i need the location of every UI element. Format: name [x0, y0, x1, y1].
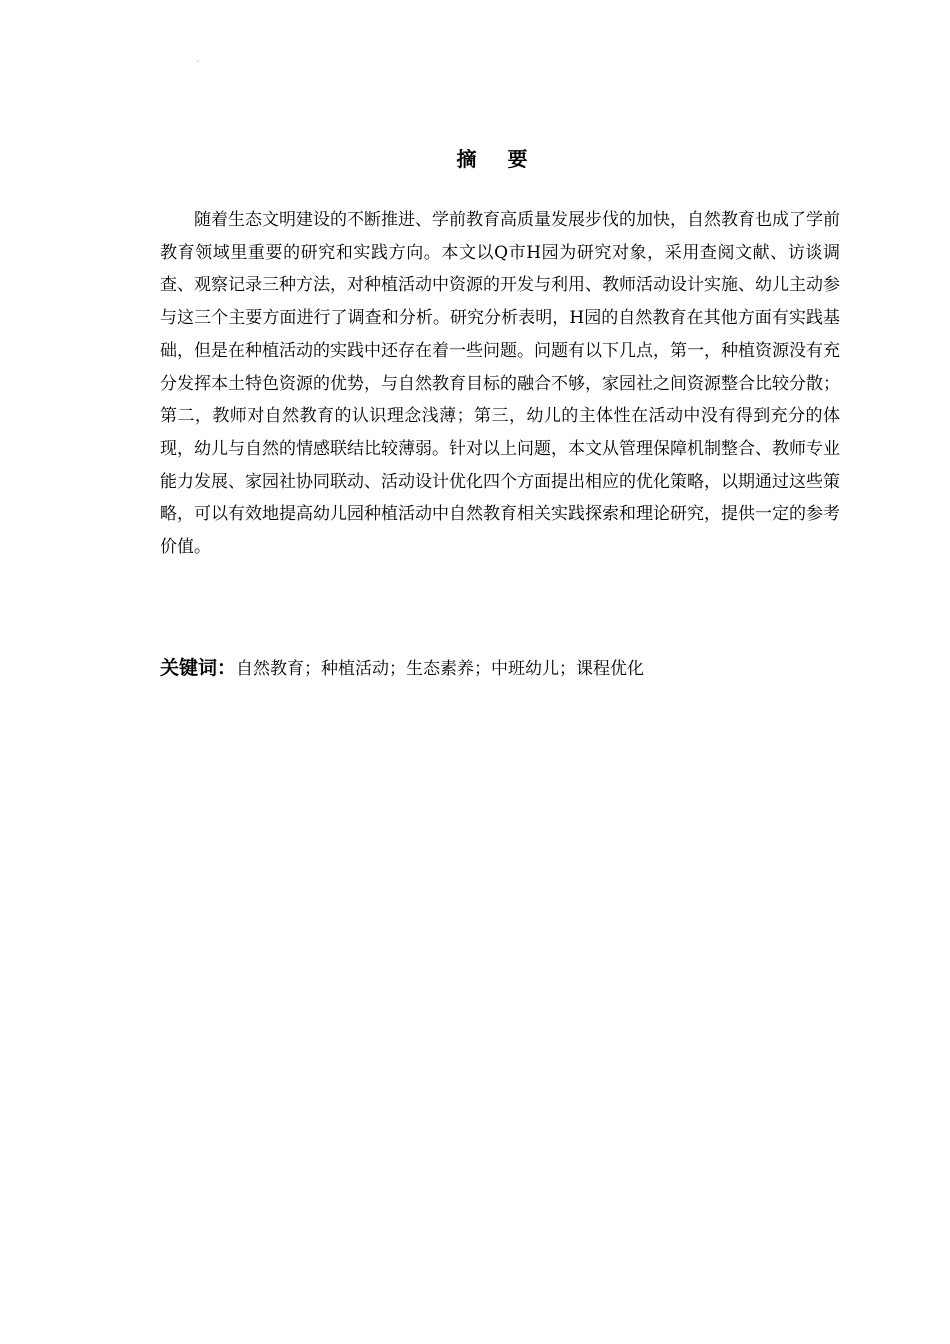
keywords-line	[160, 652, 840, 685]
keywords-text: 自然教育；种植活动；生态素养；中班幼儿；课程优化	[236, 659, 645, 679]
keywords-label: 关键词：	[160, 657, 237, 679]
abstract-body: 随着生态文明建设的不断推进、学前教育高质量发展步伐的加快，自然教育也成了学前教育领域里重要的研究和实践方向。本文以Q市H园为研究对象，采用查阅文献、访谈调查、观察记录三种方法，对种植活动中资源的开发与利用、教师活动设计实施、幼儿主动参与这三个主要方面进行了调查和分析。研究分析表明，H园的自然教育在其他方面有实践基础，但是在种植活动的实践中还存在着一些问题。问题有以下几点，第一，种植资源没有充分发挥本土特色资源的优势，与自然教育目标的融合不够，家园社之间资源整合比较分散；第二，教师对自然教育的认识理念浅薄；第三，幼儿的主体性在活动中没有得到充分的体现，幼儿与自然的情感联结比较薄弱。针对以上问题，本文从管理保障机制整合、教师专业能力发展、家园社协同联动、活动设计优化四个方面提出相应的优化策略，以期通过这些策略，可以有效地提高幼儿园种植活动中自然教育相关实践探索和理论研究，提供一定的参考价值。	[160, 210, 840, 558]
abstract-title: 摘 要	[456, 147, 540, 171]
corner-mark: -	[196, 56, 200, 67]
